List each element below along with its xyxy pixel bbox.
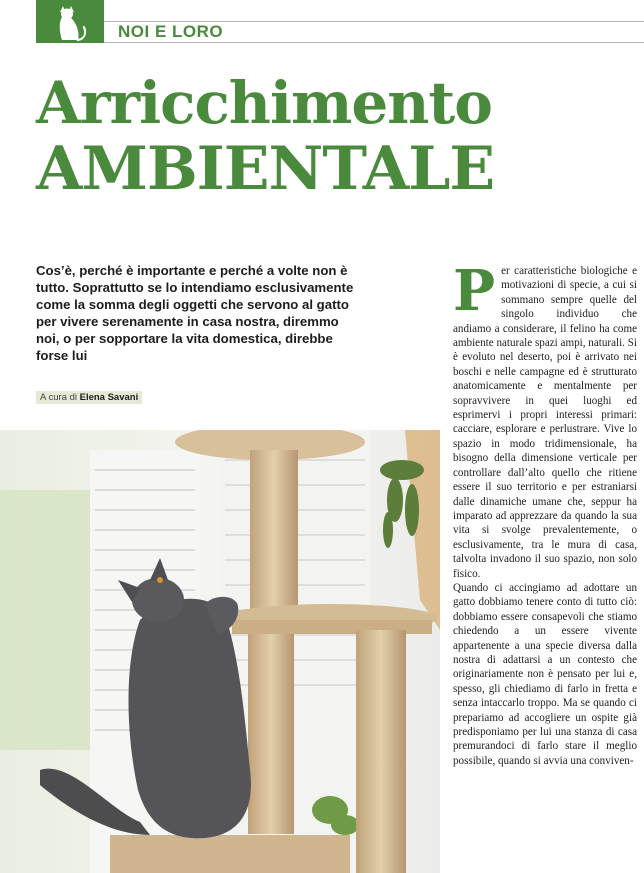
body-paragraph-2: Quando ci accingiamo ad adottare un gatto dobbiamo tenere conto di tutto ciò: dobbiamo essere consapevoli che stiamo chiedendo a un essere vivente appartenente a una specie diversa dalla nostra di adattarsi a un contesto che originariamente non è pensato per lui e, spesso, gli chiediamo di farlo in fretta e senza intaccarlo troppo. Ma se quando ci prepariamo ad accogliere un ospite già predisponiamo per lui una stanza di casa premurandoci di farlo stare il meglio possibile, quando si avvia una conviven-	[453, 581, 637, 767]
credit-author: Elena Savani	[79, 392, 139, 403]
cat-icon	[50, 2, 90, 42]
article-photo	[0, 430, 440, 873]
section-label: NOI E LORO	[118, 22, 224, 41]
credit-prefix: A cura di	[40, 392, 77, 403]
title-line-2: AMBIENTALE	[36, 134, 495, 204]
section-header	[0, 0, 644, 44]
section-tab	[36, 0, 104, 43]
drop-cap: P	[453, 264, 496, 324]
header-rule-bottom	[104, 42, 644, 43]
title-line-1: Arricchimento	[36, 69, 492, 137]
author-credit	[36, 391, 142, 404]
body-text-column	[453, 264, 637, 864]
lead-paragraph: Cos’è, perché è importante e perché a volte non è tutto. Soprattutto se lo intendiamo esclusivamente come la somma degli oggetti che servono al gatto per vivere serenamente in casa nostra, diremmo noi, o per sopportare la vita domestica, direbbe forse lui	[36, 263, 354, 363]
body-paragraph-1: er caratteristiche biologiche e motivazioni di specie, a cui si sommano sempre quelle del singolo individuo che andiamo a considerare, il felino ha come ambiente naturale spazi ampi, naturali. Si è evoluto nel deserto, poi è arrivato nei boschi e nelle campagne ed è strutturato anatomicamente e mentalmente per sopravvivere in quei luoghi ed esprimervi i propri interessi primari: cacciare, esplorare e perlustrare. Vive lo spazio in modo tridimensionale, ha bisogno della dimensione verticale per controllare dall’alto quello che ritiene essere il suo territorio e per estraniarsi dalle dinamiche umane che, seppur ha imparato ad apprezzare da quando la sua vita si svolge prevalentemente, o esclusivamente, tra le mura di casa, talvolta invadono il suo spazio, non solo fisico.	[453, 265, 637, 580]
article-title	[36, 70, 636, 202]
